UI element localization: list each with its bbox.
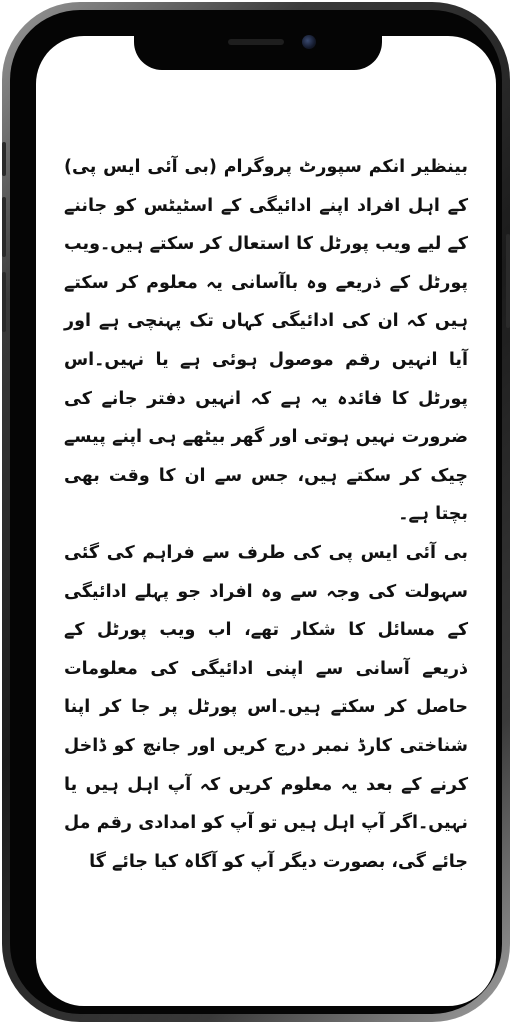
notch	[134, 20, 382, 70]
front-camera-icon	[302, 35, 316, 49]
power-button	[506, 234, 510, 328]
speaker-grille	[228, 39, 284, 45]
article-paragraph-2: بی آئی ایس پی کی طرف سے فراہم کی گئی سہولت کی وجہ سے وہ افراد جو پہلے ادائیگی کے مسائل کا شکار تھے، اب ویب پورٹل کے ذریعے آسانی سے اپنی ادائیگی کی معلومات حاصل کر سکتے ہیں۔اس پورٹل پر جا کر اپنا شناختی کارڈ نمبر درج کریں اور جانچ کو ڈاخل کرنے کے بعد یہ معلوم کریں کہ آپ اہل ہیں یا نہیں۔اگر آپ اہل ہیں تو آپ کو امدادی رقم مل جائے گی، بصورت دیگر آپ کو آگاہ کیا جائے گا	[64, 542, 468, 872]
phone-screen[interactable]	[36, 36, 496, 1006]
volume-down-button	[2, 272, 6, 332]
mute-switch	[2, 142, 6, 176]
phone-frame	[2, 2, 510, 1022]
article-paragraph-1: بینظیر انکم سپورٹ پروگرام (بی آئی ایس پی) کے اہل افراد اپنے ادائیگی کے اسٹیٹس کو جاننے کے لیے ویب پورٹل کا استعال کر سکتے ہیں۔ویب پورٹل کے ذریعے وہ باآسانی یہ معلوم کر سکتے ہیں کہ ان کی ادائیگی کہاں تک پہنچی ہے اور آیا انہیں رقم موصول ہوئی ہے یا نہیں۔اس پورٹل کا فائدہ یہ ہے کہ انہیں دفتر جانے کی ضرورت نہیں ہوتی اور گھر بیٹھے ہی اپنے پیسے چیک کر سکتے ہیں، جس سے ان کا وقت بھی بچتا ہے۔	[64, 157, 468, 525]
volume-up-button	[2, 197, 6, 257]
phone-bezel	[10, 10, 502, 1014]
article-body	[64, 148, 468, 881]
